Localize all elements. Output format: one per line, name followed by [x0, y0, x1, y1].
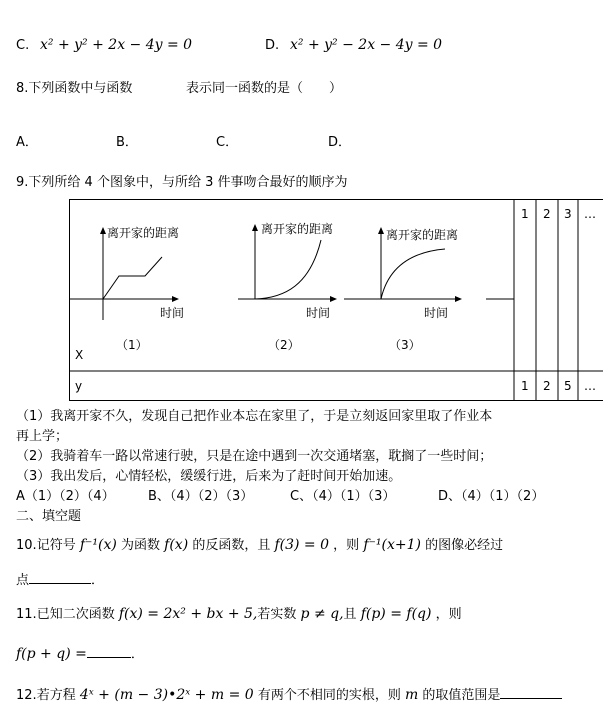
- q12-math: 4ˣ + (m − 3)•2ˣ + m = 0: [79, 687, 254, 703]
- q11-line2: [16, 643, 144, 662]
- q11-math: f(p) = f(q): [360, 606, 432, 622]
- q12-line1: [16, 684, 562, 703]
- q10-text: 的图像必经过: [425, 538, 504, 553]
- q10-math: f(3) = 0: [274, 537, 330, 553]
- q11-number: 11.: [16, 607, 37, 622]
- q10-text: 点: [16, 573, 30, 588]
- graph-2-xlabel: 时间: [306, 306, 331, 320]
- q9-event-2: （2）我骑着车一路以常速行驶，只是在途中遇到一次交通堵塞，耽搁了一些时间；: [16, 449, 493, 464]
- table-bottom-cell: …: [584, 379, 596, 393]
- graph-1-xlabel: 时间: [160, 306, 185, 320]
- q10-text: ．: [91, 573, 105, 588]
- graph-3-number: （3）: [389, 338, 421, 352]
- graph-3-ylabel: 离开家的距离: [386, 228, 459, 242]
- q10-math: f(x): [164, 537, 189, 553]
- q7-option-d-label: D.: [265, 38, 280, 53]
- graph-1-number: （1）: [116, 338, 148, 352]
- q9-event-3: （3）我出发后，心情轻松，缓缓行进，后来为了赶时间开始加速。: [16, 469, 402, 484]
- q12-answer-blank[interactable]: [500, 684, 562, 699]
- table-top-cell: 1: [521, 207, 529, 221]
- table-bottom-cell: 1: [521, 379, 529, 393]
- q10-text: ，则: [333, 538, 360, 553]
- table-top-cell: 2: [543, 207, 551, 221]
- q8-option-c: C．: [216, 135, 239, 150]
- q10-number: 10.: [16, 538, 37, 553]
- q11-text: ，则: [435, 607, 462, 622]
- row-y-label: y: [75, 379, 83, 393]
- q11-text: 若实数: [257, 607, 297, 622]
- q11-text: 且: [343, 607, 357, 622]
- row-x-label: X: [75, 348, 84, 362]
- q9-stem: 9.下列所给 4 个图象中，与所给 3 件事吻合最好的顺序为: [16, 175, 348, 190]
- q7-option-d-equation: x² + y² − 2x − 4y = 0: [290, 37, 443, 53]
- q8-option-b: B．: [116, 135, 138, 150]
- table-top-cell: 3: [564, 207, 572, 221]
- q12-math: m: [404, 687, 419, 703]
- q11-answer-blank[interactable]: [87, 643, 131, 658]
- graph-3-xlabel: 时间: [424, 306, 449, 320]
- q9-choice-c: C、（4）（1）（3）: [290, 489, 396, 504]
- q7-option-c-label: C.: [16, 38, 30, 53]
- q10-text: 的反函数，且: [192, 538, 271, 553]
- q10-line2: [16, 569, 104, 588]
- q12-text: 若方程: [36, 688, 76, 703]
- q10-line1: [16, 534, 503, 553]
- q8-stem-part1: 8.下列函数中与函数: [16, 81, 133, 96]
- graph-1-ylabel: 离开家的距离: [107, 226, 180, 240]
- section-title: 二、填空题: [16, 509, 82, 524]
- q8-stem-part2: 表示同一函数的是（ ）: [186, 81, 343, 96]
- table-bottom-cell: 2: [543, 379, 551, 393]
- q8-option-a: A．: [16, 135, 38, 150]
- q10-answer-blank[interactable]: [29, 569, 91, 584]
- q11-line1: [16, 603, 462, 622]
- q10-text: 记符号: [36, 538, 76, 553]
- q9-choice-a: A（1）（2）（4）: [16, 489, 115, 504]
- q10-math: f⁻¹(x+1): [363, 537, 421, 553]
- q9-event-1-cont: 再上学；: [16, 429, 69, 444]
- q7-option-c-equation: x² + y² + 2x − 4y = 0: [40, 37, 193, 53]
- q11-text: ．: [130, 647, 144, 662]
- q11-math: f(p + q) =: [16, 646, 87, 662]
- q11-math: p ≠ q,: [300, 606, 344, 622]
- graph-2-number: （2）: [268, 338, 300, 352]
- q11-math: f(x) = 2x² + bx + 5,: [118, 606, 258, 622]
- q12-text: 的取值范围是: [422, 688, 501, 703]
- q9-choice-b: B、（4）（2）（3）: [148, 489, 254, 504]
- q10-text: 为函数: [121, 538, 161, 553]
- table-top-cell: …: [584, 207, 596, 221]
- q9-choice-d: D、（4）（1）（2）: [438, 489, 545, 504]
- table-bottom-cell: 5: [564, 379, 572, 393]
- graph-2-ylabel: 离开家的距离: [261, 222, 334, 236]
- q11-text: 已知二次函数: [36, 607, 115, 622]
- q10-math: f⁻¹(x): [79, 537, 117, 553]
- q12-number: 12.: [16, 688, 37, 703]
- q12-text: 有两个不相同的实根，则: [257, 688, 401, 703]
- q9-event-1: （1）我离开家不久，发现自己把作业本忘在家里了，于是立刻返回家里取了作业本: [16, 409, 493, 424]
- q8-option-d: D．: [328, 135, 352, 150]
